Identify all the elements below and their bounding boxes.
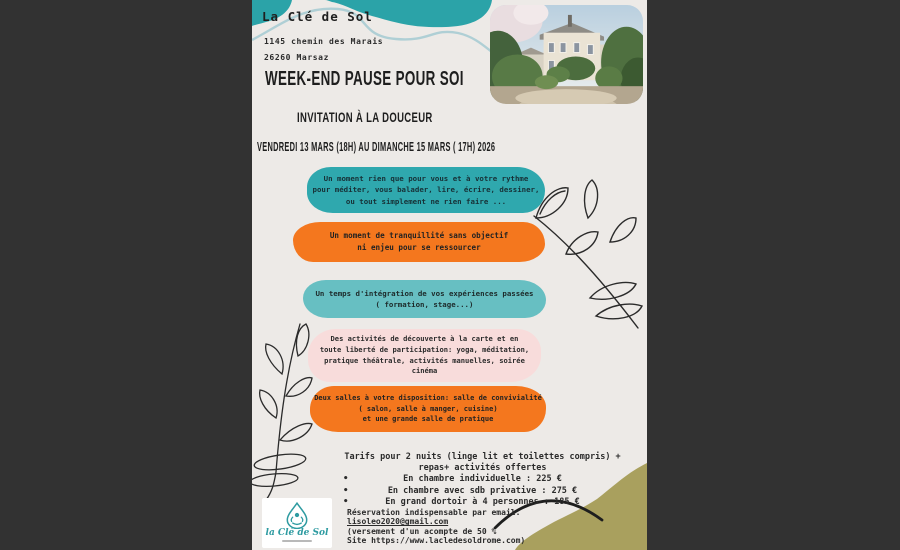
tarif-item-chambre-sdb: • En chambre avec sdb privative : 275 € (335, 486, 630, 497)
reservation-email: lisoleo2020@gmail.com (347, 517, 449, 527)
tarifs-intro-line1: Tarifs pour 2 nuits (linge lit et toilettes compris) + (344, 452, 621, 462)
branch-left-illustration (252, 322, 314, 502)
branch-right-illustration (532, 178, 647, 333)
tarifs-intro-line2: repas+ activités offertes (418, 463, 547, 474)
brand-title: La Clé de Sol (262, 9, 373, 24)
main-title: WEEK-END PAUSE POUR SOI (265, 68, 464, 90)
tarif-item-chambre-individuelle: • En chambre individuelle : 225 € (335, 474, 630, 485)
logo-tagline (282, 540, 312, 542)
reservation-line2: (versement d'un acompte de 50 % (347, 526, 497, 536)
tarif-item-dortoir: • En grand dortoir à 4 personnes : 185 € (335, 497, 630, 508)
pill-activites: Des activités de découverte à la carte et en toute liberté de participation: yoga, méditation, pratique théâtrale, activités manuelles, soirée cinéma (308, 329, 541, 382)
subtitle: INVITATION À LA DOUCEUR (297, 109, 433, 125)
reservation-block (347, 508, 577, 546)
pill-integration: Un temps d'intégration de vos expériences passées ( formation, stage...) (303, 280, 546, 318)
logo-badge (262, 498, 332, 548)
address-line-2: 26260 Marsaz (264, 53, 329, 62)
tarifs-block (335, 452, 630, 508)
meditation-droplet-icon (284, 501, 310, 529)
reservation-line3: Site https://www.lacledesoldrome.com) (347, 536, 526, 546)
address-line-1: 1145 chemin des Marais (264, 37, 384, 46)
pill-tranquillite: Un moment de tranquillité sans objectif ni enjeu pour se ressourcer (293, 222, 545, 262)
reservation-line1: Réservation indispensable par email. (347, 508, 521, 517)
flyer (252, 0, 647, 550)
pill-salles: Deux salles à votre disposition: salle de convivialité ( salon, salle à manger, cuisine) et une grande salle de pratique (310, 386, 546, 432)
date-line: VENDREDI 13 MARS (18H) AU DIMANCHE 15 MARS ( 17H) 2026 (257, 139, 496, 154)
pill-moment-pour-vous: Un moment rien que pour vous et à votre rythme pour méditer, vous balader, lire, écrire, dessiner, ou tout simplement ne rien faire ... (307, 167, 545, 213)
logo-wordmark: la Clé de Sol (265, 528, 329, 538)
